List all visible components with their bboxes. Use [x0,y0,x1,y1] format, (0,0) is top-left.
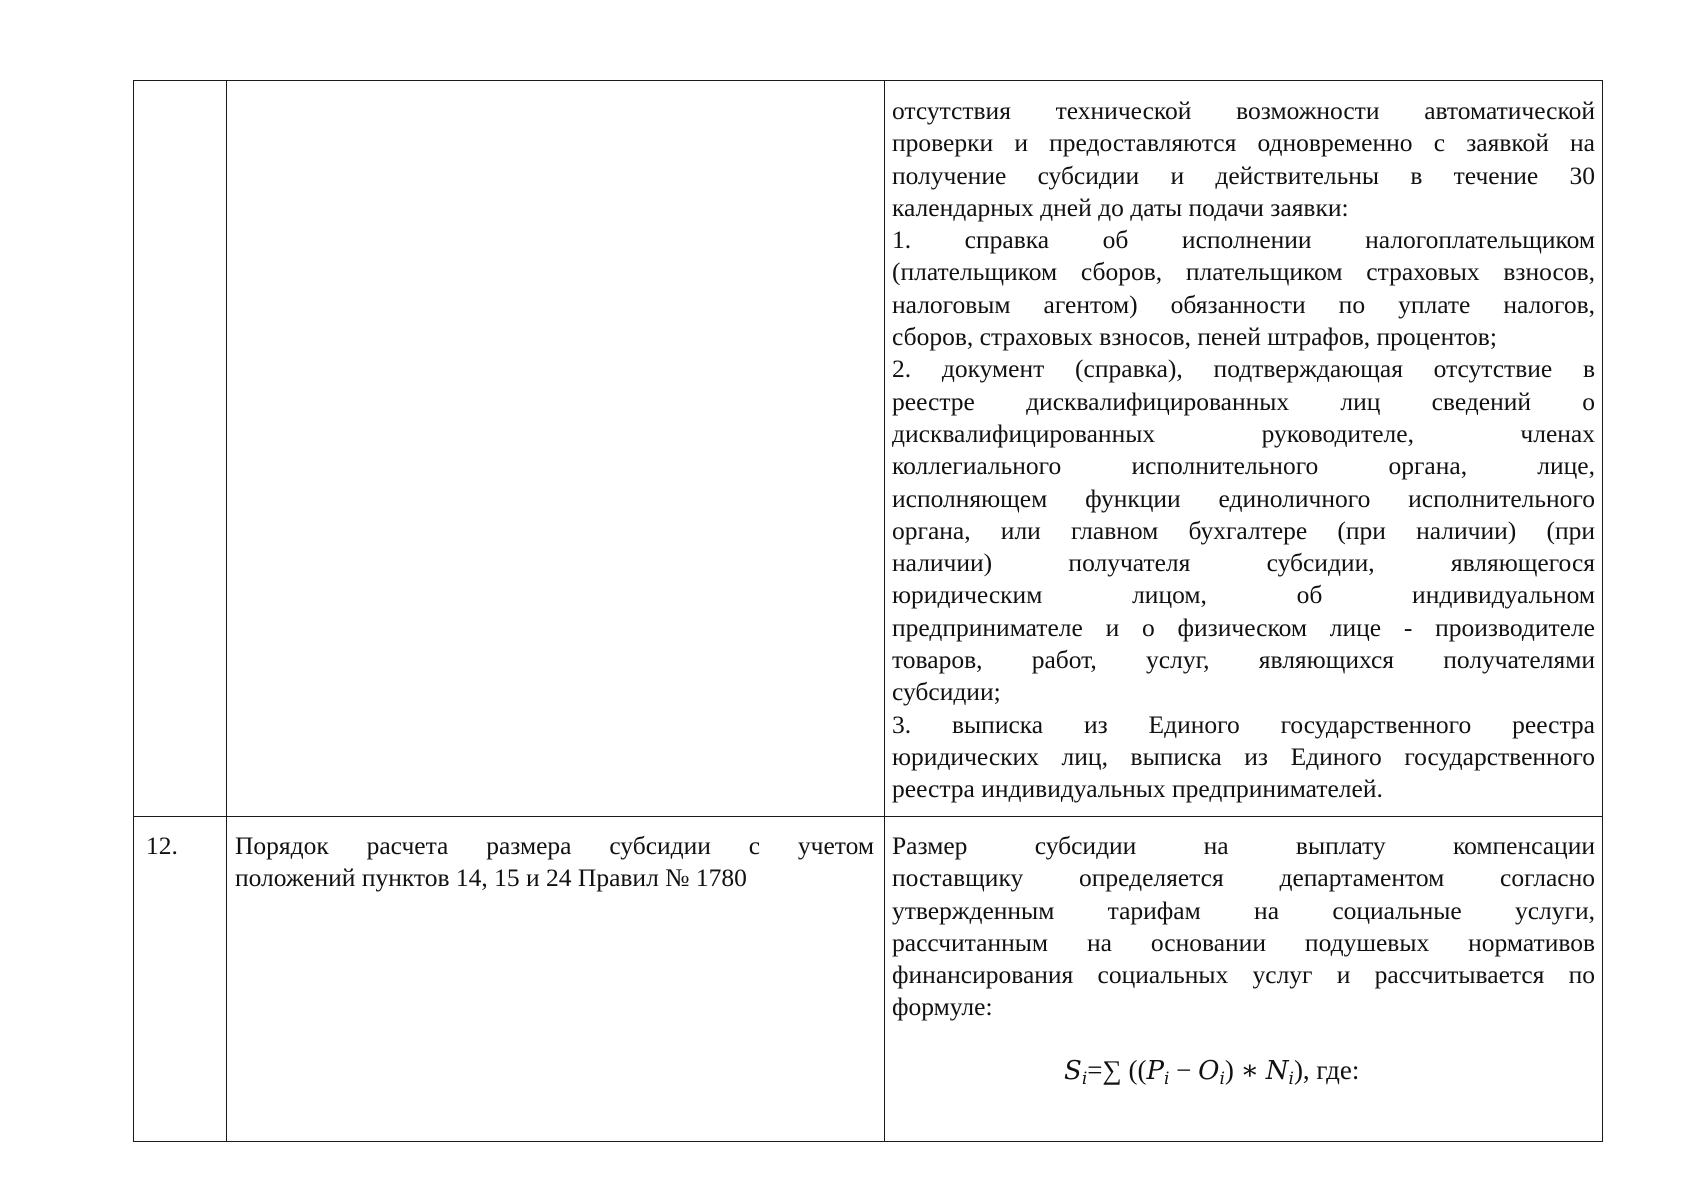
row-top-requirements-text [892,95,1595,806]
row-12-description [892,830,1595,1024]
formula-S: S [1064,1056,1082,1086]
requirements-line: наличии) получателя субсидии, являющегося [892,548,1595,578]
requirements-line: коллегиального исполнительного органа, лице, [892,451,1595,481]
requirements-line: отсутствия технической возможности автоматической [892,96,1595,125]
requirements-line: юридических лиц, выписка из Единого государственного [892,741,1595,771]
formula-times: ) ∗ [1224,1055,1266,1085]
requirements-line: предпринимателе и о физическом лице - производителе [892,612,1595,642]
requirements-line: товаров, работ, услуг, являющихся получателями [892,645,1595,675]
requirements-line: налоговым агентом) обязанности по уплате налогов, [892,289,1595,319]
formula-N: N [1265,1056,1289,1086]
column-divider-1 [226,81,227,1141]
row-12-description-line: утвержденным тарифам на социальные услуги, [892,895,1595,925]
row-12-title [235,830,874,895]
requirements-line: дисквалифицированных руководителе, членах [892,418,1595,448]
formula-tail: ), где: [1293,1055,1360,1085]
requirements-line: проверки и предоставляются одновременно с заявкой на [892,128,1595,158]
requirements-line: юридическим лицом, об индивидуальном [892,580,1595,610]
requirements-line: реестре дисквалифицированных лиц сведений о [892,386,1595,416]
row-12-description-line: формуле: [892,992,993,1022]
subsidy-formula [1064,1054,1359,1095]
requirements-line: получение субсидии и действительны в течение 30 [892,160,1595,190]
requirements-line: календарных дней до даты подачи заявки: [892,192,1349,222]
formula-N-index: i [1288,1069,1294,1089]
formula-P: P [1146,1056,1164,1086]
requirements-line: исполняющем функции единоличного исполнительного [892,483,1595,513]
row-12-description-line: рассчитанным на основании подушевых нормативов [892,927,1595,957]
formula-P-index: i [1163,1069,1170,1089]
row-12-title-line: положений пунктов 14, 15 и 24 Правил № 1780 [235,863,747,893]
requirements-line: субсидии; [892,677,1001,707]
requirements-line: 1. справка об исполнении налогоплательщиком [892,225,1595,255]
row-12-description-line: поставщику определяется департаментом согласно [892,863,1595,893]
requirements-line: органа, или главном бухгалтере (при наличии) (при [892,515,1595,545]
formula-O-index: i [1219,1069,1225,1089]
row-divider [134,816,1602,817]
formula-O: O [1198,1056,1220,1086]
document-table [133,80,1603,1142]
requirements-line: реестра индивидуальных предпринимателей. [892,774,1383,804]
column-divider-2 [884,81,885,1141]
requirements-line: 2. документ (справка), подтверждающая отсутствие в [892,354,1595,384]
row-12-description-line: Размер субсидии на выплату компенсации [892,831,1595,860]
row-12-number: 12. [146,831,178,860]
formula-S-index: i [1081,1069,1088,1089]
formula-minus: − [1169,1055,1199,1085]
row-12-title-line: Порядок расчета размера субсидии с учетом [235,831,874,860]
row-12-description-line: финансирования социальных услуг и рассчитывается по [892,960,1595,990]
formula-sum: =∑ (( [1087,1055,1147,1085]
requirements-line: сборов, страховых взносов, пеней штрафов, процентов; [892,322,1497,352]
requirements-line: (плательщиком сборов, плательщиком страховых взносов, [892,257,1595,287]
requirements-line: 3. выписка из Единого государственного реестра [892,709,1595,739]
